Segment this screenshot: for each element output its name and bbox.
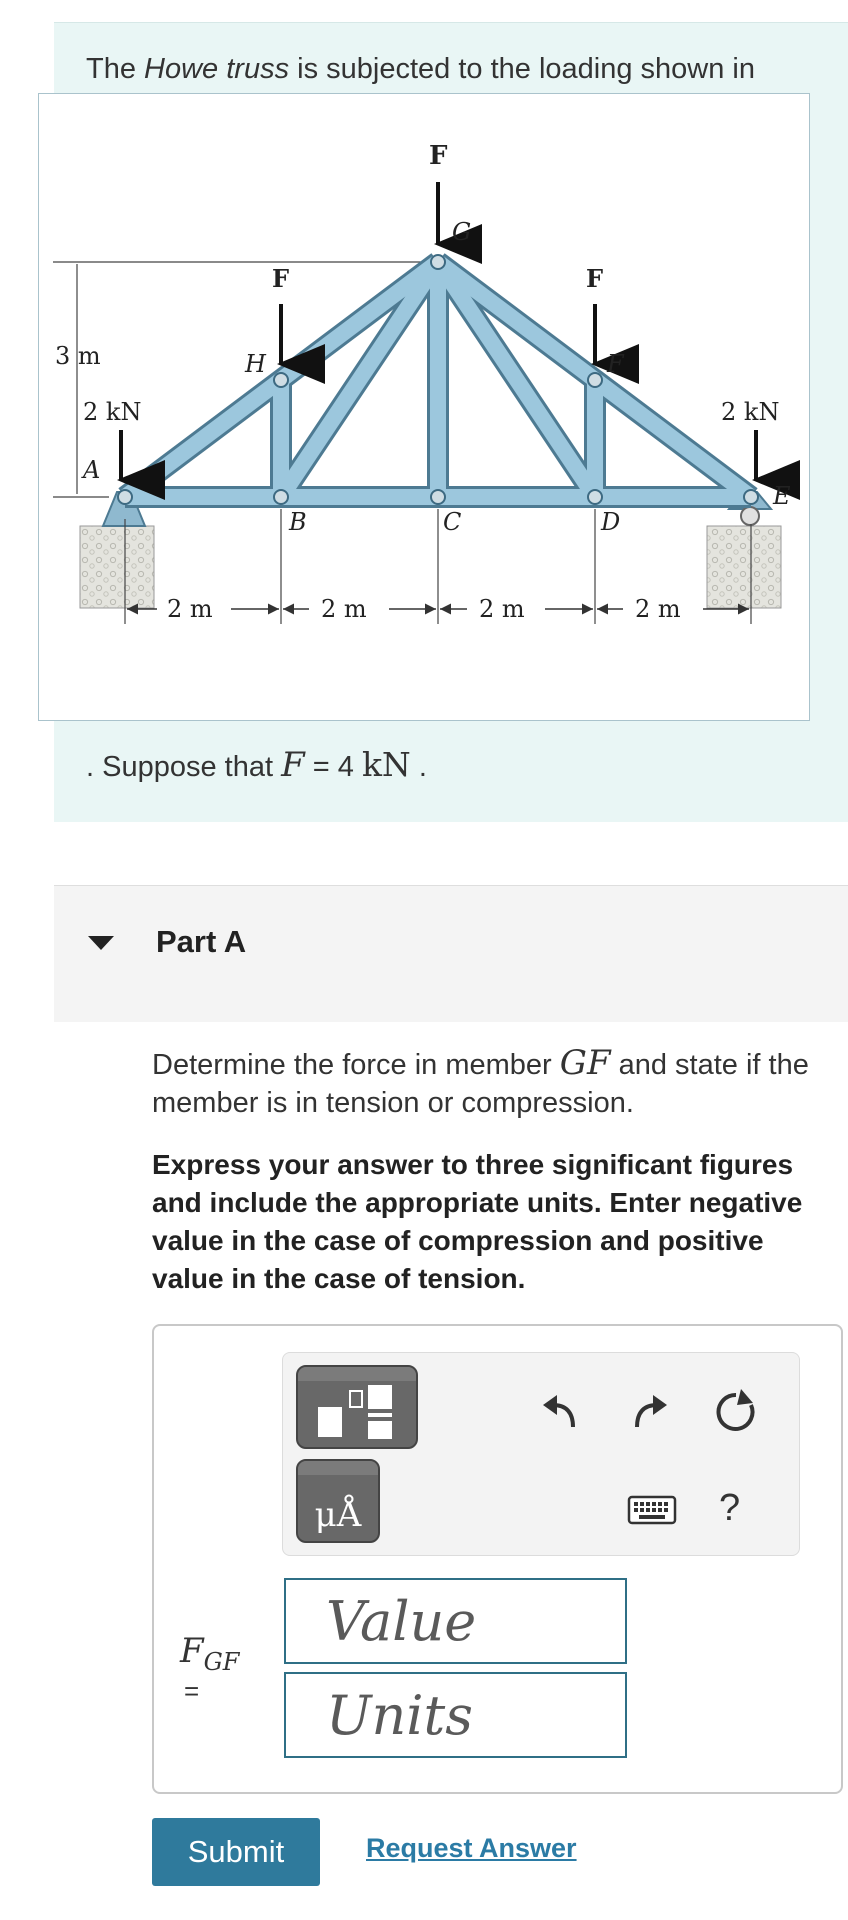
answer-variable [180,1631,239,1676]
redo-icon[interactable] [625,1389,671,1435]
part-title: Part A [156,924,247,959]
left-force-label: 2 kN [83,398,142,426]
units-input[interactable] [284,1672,627,1758]
joint-label-h: H [245,350,266,378]
answer-box [152,1324,843,1794]
joint-label-f: F [607,350,624,378]
units-symbols-button[interactable] [296,1459,380,1543]
joint-label-e: E [773,482,791,510]
joint-label-c: C [443,508,462,536]
equals-sign: = [184,1676,200,1706]
request-answer-link[interactable]: Request Answer [366,1833,577,1863]
truss-figure [38,93,810,721]
right-support-block [707,526,781,608]
variable-symbol: F [180,1631,204,1671]
reset-icon[interactable] [711,1387,761,1437]
given-unit: kN [361,745,411,784]
question-member: GF [559,1043,611,1083]
span-label-1: 2 m [167,595,213,623]
undo-icon[interactable] [539,1389,585,1435]
mu-angstrom-label: μÅ [314,1495,362,1535]
question-post: and state if the member is in tension or compression. [152,1049,809,1119]
given-variable: F [281,745,305,785]
templates-icon [298,1367,416,1447]
top-load-label: F [429,141,448,171]
variable-subscript: GF [203,1647,240,1676]
span-label-3: 2 m [479,595,525,623]
given-equals: = 4 [304,751,362,783]
span-label-2: 2 m [321,595,367,623]
truss-diagram [39,94,809,720]
given-text: . Suppose that [86,751,282,783]
left-load-label: F [272,264,290,293]
value-input[interactable] [284,1578,627,1664]
templates-button[interactable] [296,1365,418,1449]
keyboard-icon[interactable] [627,1493,677,1527]
joint-label-d: D [601,508,621,536]
right-force-label: 2 kN [721,398,780,426]
help-button[interactable]: ? [719,1487,741,1529]
intro-emphasis: Howe truss [144,53,290,85]
question-text [152,1044,842,1122]
problem-statement [54,22,848,822]
intro-text-end: is subjected to the loading shown in [289,53,755,85]
joint-label-g: G [452,218,472,246]
collapse-caret-icon[interactable] [88,936,114,950]
intro-text: The [86,53,145,85]
answer-instructions: Express your answer to three significant figures and include the appropriate units. Enter negative value in the case of compression and positive value in the case of tension. [152,1149,803,1294]
left-support-block [80,526,154,608]
height-label: 3 m [55,342,101,370]
joint-label-a: A [83,456,101,484]
question-pre: Determine the force in member [152,1049,560,1081]
span-label-4: 2 m [635,595,681,623]
joint-label-b: B [289,508,307,536]
given-end: . [410,751,427,783]
problem-intro [86,53,755,86]
math-toolbar [282,1352,800,1556]
problem-given [86,745,427,785]
part-a-header[interactable] [54,885,848,1022]
right-load-label: F [586,264,604,293]
submit-button[interactable]: Submit [152,1818,320,1886]
